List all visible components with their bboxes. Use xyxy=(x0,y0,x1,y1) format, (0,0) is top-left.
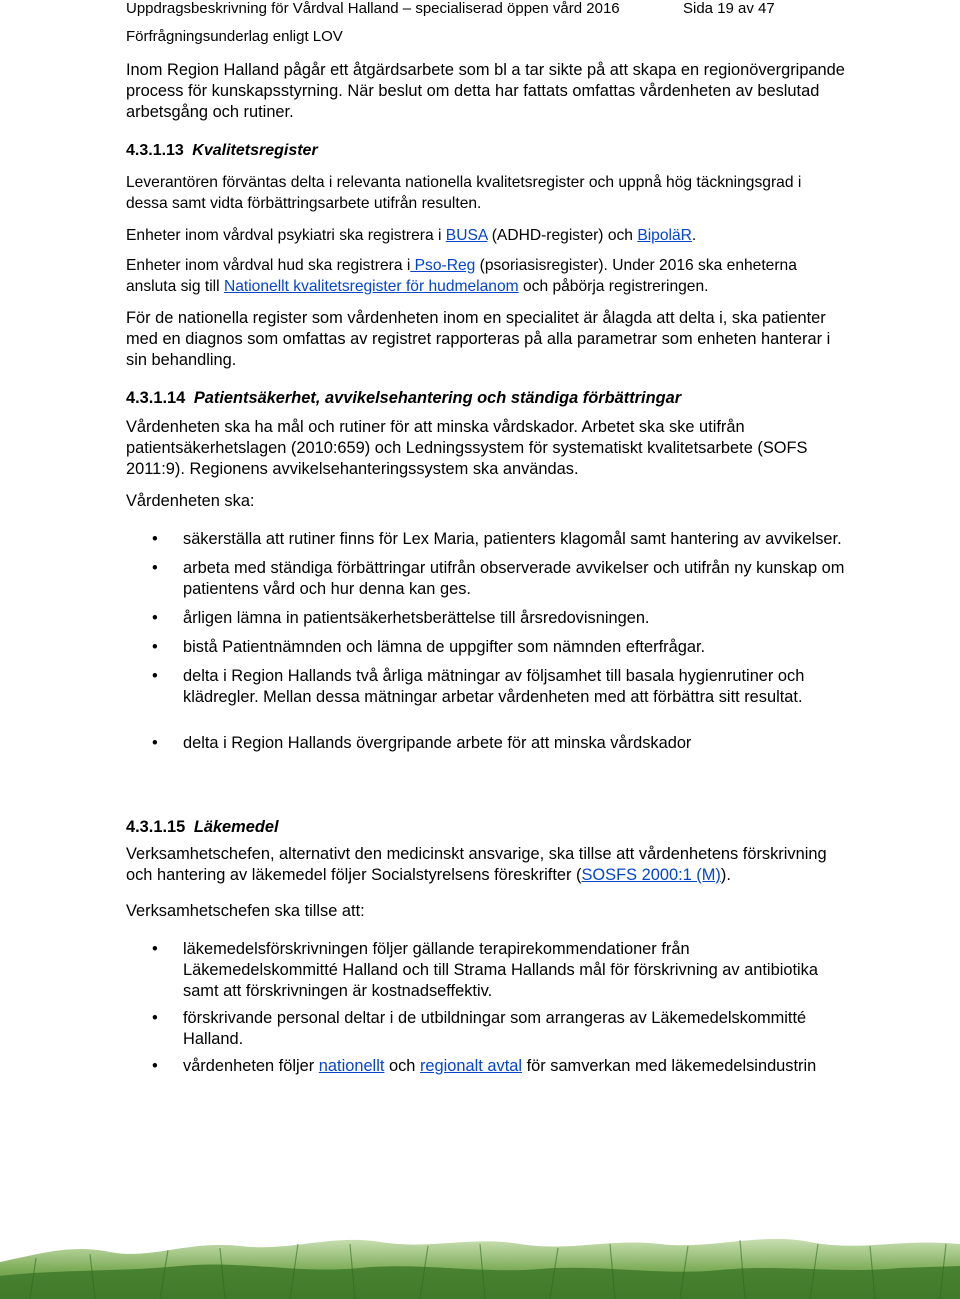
list-item-text: förskrivande personal deltar i de utbildningar som arrangeras av Läkemedelskommitté Halland. xyxy=(183,1009,807,1048)
bipolar-link[interactable]: BipoläR xyxy=(637,227,692,244)
hudmelanom-link[interactable]: Nationellt kvalitetsregister för hudmelanom xyxy=(223,278,519,295)
section-heading-4-3-1-14 xyxy=(126,388,846,409)
text: och xyxy=(384,1057,420,1075)
paragraph xyxy=(126,255,846,297)
section-number: 4.3.1.15 xyxy=(126,818,186,836)
regionalt-avtal-link[interactable]: regionalt avtal xyxy=(419,1057,523,1075)
bullet-icon: • xyxy=(152,530,158,548)
page-number: Sida 19 av 47 xyxy=(683,0,775,17)
bullet-icon: • xyxy=(152,940,158,958)
bullet-icon: • xyxy=(152,638,158,656)
text: Enheter inom vårdval hud ska registrera i xyxy=(126,257,411,274)
paragraph: Vårdenheten ska ha mål och rutiner för att minska vårdskador. Arbetet ska ske utifrån patientsäkerhetslagen (2010:659) och Ledningssystem för systematiskt kvalitetsarbete (SOFS 2011:9). Regionens avvikelsehanteringssystem ska användas. xyxy=(126,418,808,478)
header-subtitle: Förfrågningsunderlag enligt LOV xyxy=(126,28,343,45)
text: Verksamhetschefen, alternativt den medicinskt ansvarige, ska tillse att vårdenhetens förskrivning och hantering av läkemedel följer Socialstyrelsens föreskrifter ( xyxy=(126,845,827,884)
bullet-list xyxy=(126,939,846,1077)
list-item xyxy=(126,608,846,629)
text: Enheter inom vårdval psykiatri ska registrera i xyxy=(126,227,446,244)
list-item xyxy=(126,1008,846,1050)
list-item xyxy=(126,637,846,658)
list-item-text: arbeta med ständiga förbättringar utifrån observerade avvikelser och utifrån ny kunskap om patientens vård och hur denna kan ges. xyxy=(183,559,845,598)
text: (ADHD-register) och xyxy=(487,227,638,244)
sosfs-link[interactable]: SOSFS 2000:1 (M) xyxy=(581,866,721,884)
busa-link[interactable]: BUSA xyxy=(445,227,488,244)
nationellt-link[interactable]: nationellt xyxy=(318,1057,385,1075)
paragraph: Verksamhetschefen ska tillse att: xyxy=(126,902,365,920)
intro-paragraph: Inom Region Halland pågår ett åtgärdsarbete som bl a tar sikte på att skapa en regionövergripande process för kunskapsstyrning. När beslut om detta har fattats omfattas vårdenheten av beslutad arbetsgång och rutiner. xyxy=(126,61,845,121)
section-heading-4-3-1-15 xyxy=(126,817,846,838)
bullet-icon: • xyxy=(152,734,158,752)
bullet-icon: • xyxy=(152,559,158,577)
paragraph xyxy=(126,225,846,246)
text: för samverkan med läkemedelsindustrin xyxy=(522,1057,817,1075)
text: vårdenheten följer xyxy=(183,1057,319,1075)
paragraph: Vårdenheten ska: xyxy=(126,492,255,510)
section-title: Patientsäkerhet, avvikelsehantering och ständiga förbättringar xyxy=(193,389,682,407)
list-item-text: årligen lämna in patientsäkerhetsberättelse till årsredovisningen. xyxy=(183,609,650,627)
list-item xyxy=(126,666,846,708)
document-body xyxy=(126,60,846,1077)
list-item-text: delta i Region Hallands två årliga mätningar av följsamhet till basala hygienrutiner och klädregler. Mellan dessa mätningar arbetar vårdenheten med att förbättra sitt resultat. xyxy=(183,667,805,706)
list-item-text: bistå Patientnämnden och lämna de uppgifter som nämnden efterfrågar. xyxy=(183,638,706,656)
paragraph: För de nationella register som vårdenheten inom en specialitet är ålagda att delta i, ska patienter med en diagnos som omfattas av registret rapporteras på alla parametrar som enheten hanterar i sin behandling. xyxy=(126,309,831,369)
bullet-list xyxy=(126,529,846,754)
section-number: 4.3.1.13 xyxy=(126,142,184,159)
pso-reg-link[interactable]: Pso-Reg xyxy=(410,257,476,274)
list-item xyxy=(126,529,846,550)
list-item xyxy=(126,733,846,754)
header-title: Uppdragsbeskrivning för Vårdval Halland – specialiserad öppen vård 2016 xyxy=(126,0,620,17)
bullet-icon: • xyxy=(152,667,158,685)
bullet-icon: • xyxy=(152,609,158,627)
grass-footer-decoration xyxy=(0,1214,960,1299)
text: ). xyxy=(720,866,731,884)
text: . xyxy=(691,227,697,244)
list-item-text: delta i Region Hallands övergripande arbete för att minska vårdskador xyxy=(183,734,692,752)
list-item-text: läkemedelsförskrivningen följer gällande terapirekommendationer från Läkemedelskommitté Halland och till Strama Hallands mål för förskrivning av antibiotika samt att förskrivningen är kostnadseffektiv. xyxy=(183,940,818,1000)
bullet-icon: • xyxy=(152,1009,158,1027)
section-heading-4-3-1-13 xyxy=(126,140,846,161)
list-item-text: säkerställa att rutiner finns för Lex Maria, patienters klagomål samt hantering av avvikelser. xyxy=(183,530,842,548)
section-number: 4.3.1.14 xyxy=(126,389,186,407)
section-title: Läkemedel xyxy=(193,818,279,836)
bullet-icon: • xyxy=(152,1057,158,1075)
list-item xyxy=(126,558,846,600)
text: och påbörja registreringen. xyxy=(518,278,709,295)
text: (psoriasisregister). Under 2016 ska enheterna ansluta sig till xyxy=(126,257,797,295)
paragraph xyxy=(126,844,846,886)
section-title: Kvalitetsregister xyxy=(192,142,318,159)
list-item xyxy=(126,1056,846,1077)
paragraph: Leverantören förväntas delta i relevanta nationella kvalitetsregister och uppnå hög täckningsgrad i dessa samt vidta förbättringsarbete utifrån resulten. xyxy=(126,174,802,212)
list-item xyxy=(126,939,846,1002)
